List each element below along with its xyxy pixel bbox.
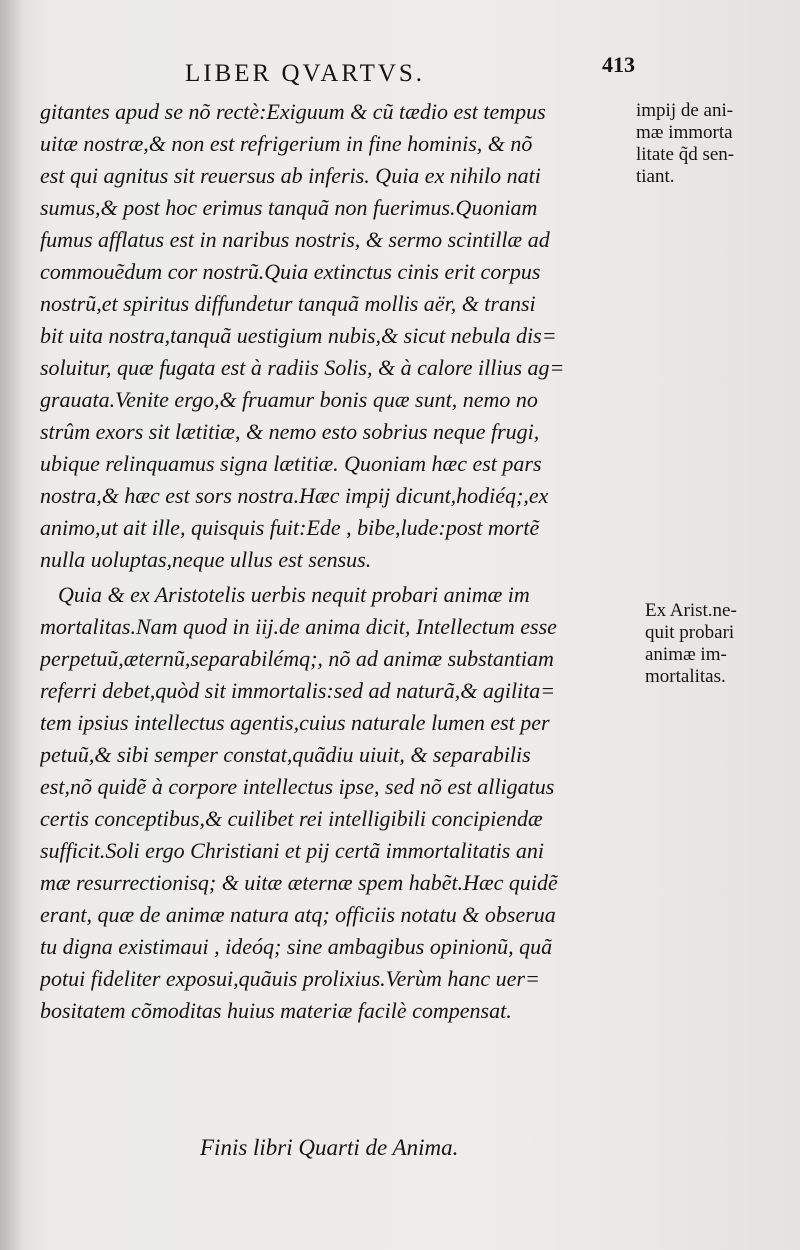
- text-line: nostra,& hæc est sors nostra.Hæc impij dicunt,hodiéq;,ex: [40, 483, 549, 508]
- gutter-shadow: [0, 0, 22, 1250]
- margin-note-line: mortalitas.: [645, 666, 726, 687]
- text-line: erant, quæ de animæ natura atq; officiis notatu & obserua: [40, 902, 556, 927]
- text-line: Quia & ex Aristotelis uerbis nequit probari animæ im: [58, 582, 530, 607]
- text-line: strûm exors sit lætitiæ, & nemo esto sobrius neque frugi,: [40, 419, 540, 444]
- margin-note-line: animæ im-: [645, 644, 727, 665]
- page-header: [0, 52, 800, 88]
- margin-note-line: mæ immorta: [636, 122, 733, 143]
- closing-line: Finis libri Quarti de Anima.: [200, 1135, 459, 1160]
- margin-note-aristotle: [645, 600, 795, 688]
- text-line: grauata.Venite ergo,& fruamur bonis quæ sunt, nemo no: [40, 387, 538, 412]
- text-line: ubique relinquamus signa lætitiæ. Quoniam hæc est pars: [40, 451, 542, 476]
- text-line: soluitur, quæ fugata est à radiis Solis, & à calore illius ag=: [40, 355, 565, 380]
- text-line: perpetuũ,æternũ,separabilémq;, nõ ad animæ substantiam: [40, 646, 554, 671]
- text-line: gitantes apud se nõ rectè:Exiguum & cũ tædio est tempus: [40, 99, 546, 124]
- text-line: certis conceptibus,& cuilibet rei intelligibili concipiendæ: [40, 806, 543, 831]
- margin-note-line: quit probari: [645, 622, 735, 643]
- margin-note-line: litate q̃d sen-: [636, 144, 735, 165]
- text-line: uitæ nostræ,& non est refrigerium in fine hominis, & nõ: [40, 131, 533, 156]
- running-title: LIBER QVARTVS.: [185, 60, 426, 87]
- show-through-text: [650, 395, 654, 412]
- page-number: 413: [602, 52, 635, 77]
- text-line: mæ resurrectionisq; & uitæ æternæ spem habẽt.Hæc quidẽ: [40, 870, 558, 895]
- margin-note-line: tiant.: [636, 166, 675, 187]
- text-line: sufficit.Soli ergo Christiani et pij certã immortalitatis ani: [40, 838, 544, 863]
- margin-note-line: Ex Arist.ne-: [645, 600, 737, 621]
- text-line: bit uita nostra,tanquã uestigium nubis,& sicut nebula dis=: [40, 323, 557, 348]
- text-line: est,nõ quidẽ à corpore intellectus ipse, sed nõ est alligatus: [40, 774, 555, 799]
- text-line: animo,ut ait ille, quisquis fuit:Ede , bibe,lude:post mortẽ: [40, 515, 540, 540]
- text-line: petuũ,& sibi semper constat,quãdiu uiuit, & separabilis: [40, 742, 531, 767]
- text-line: commouẽdum cor nostrũ.Quia extinctus cinis erit corpus: [40, 259, 541, 284]
- text-line: nulla uoluptas,neque ullus est sensus.: [40, 547, 372, 572]
- text-line: mortalitas.Nam quod in iij.de anima dicit, Intellectum esse: [40, 614, 557, 639]
- margin-note-line: impij de ani-: [636, 100, 734, 121]
- text-line: potui fideliter exposui,quãuis prolixius.Verùm hanc uer=: [40, 966, 540, 991]
- margin-note-impij: [636, 100, 796, 188]
- main-text-block: [40, 96, 640, 1027]
- text-line: nostrũ,et spiritus diffundetur tanquã mollis aër, & transi: [40, 291, 536, 316]
- text-line: tem ipsius intellectus agentis,cuius naturale lumen est per: [40, 710, 550, 735]
- text-line: tu digna existimaui , ideóq; sine ambagibus opinionũ, quã: [40, 934, 553, 959]
- text-line: referri debet,quòd sit immortalis:sed ad naturã,& agilita=: [40, 678, 556, 703]
- text-line: bositatem cõmoditas huius materiæ facilè compensat.: [40, 998, 512, 1023]
- text-line: sumus,& post hoc erimus tanquã non fuerimus.Quoniam: [40, 195, 538, 220]
- text-line: fumus afflatus est in naribus nostris, & sermo scintillæ ad: [40, 227, 550, 252]
- text-line: est qui agnitus sit reuersus ab inferis. Quia ex nihilo nati: [40, 163, 541, 188]
